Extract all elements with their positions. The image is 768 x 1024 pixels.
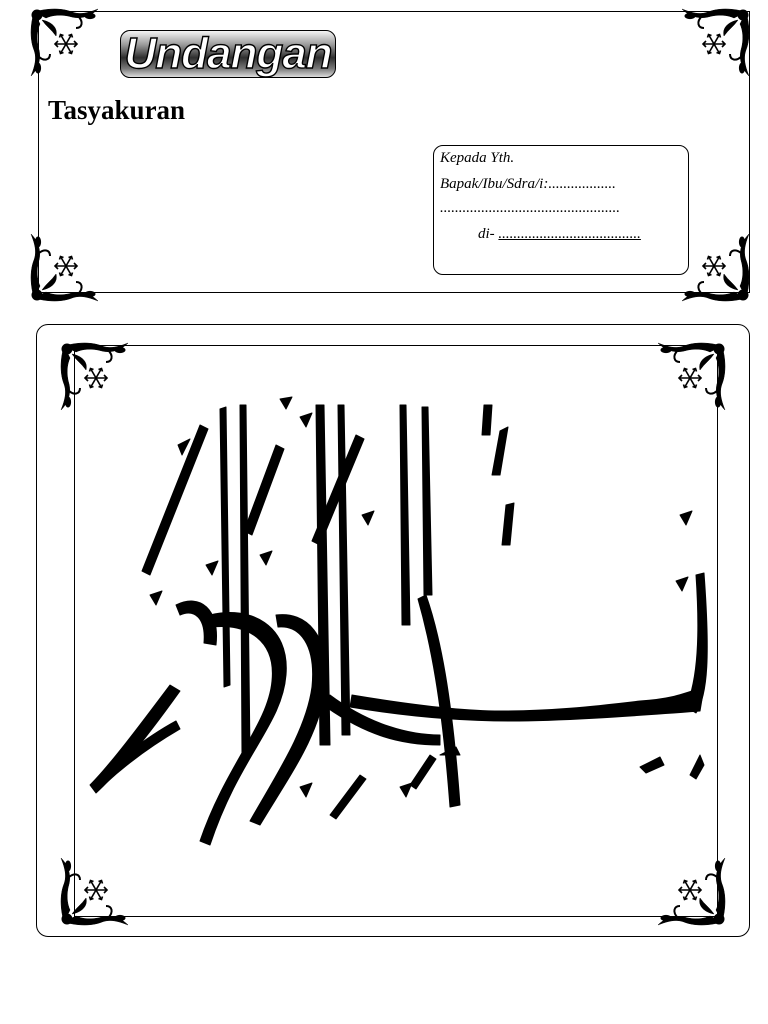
address-blank-line: ................................................ <box>440 200 620 216</box>
floral-corner-bottom-left-icon <box>28 224 108 304</box>
address-di-blank: ...................................... <box>498 226 641 242</box>
banner-text: Undangan <box>124 29 332 78</box>
undangan-banner <box>120 30 336 78</box>
bismillah-calligraphy-icon <box>80 395 720 865</box>
page-title: Tasyakuran <box>48 95 186 125</box>
floral-corner-top-left-icon <box>28 6 108 86</box>
address-di-label: di- <box>478 226 495 242</box>
address-salutation: Kepada Yth. <box>440 150 515 166</box>
address-location-line <box>478 226 641 243</box>
floral-corner-top-right-icon <box>672 6 752 86</box>
address-recipient-line: Bapak/Ibu/Sdra/i:.................. <box>440 176 616 192</box>
